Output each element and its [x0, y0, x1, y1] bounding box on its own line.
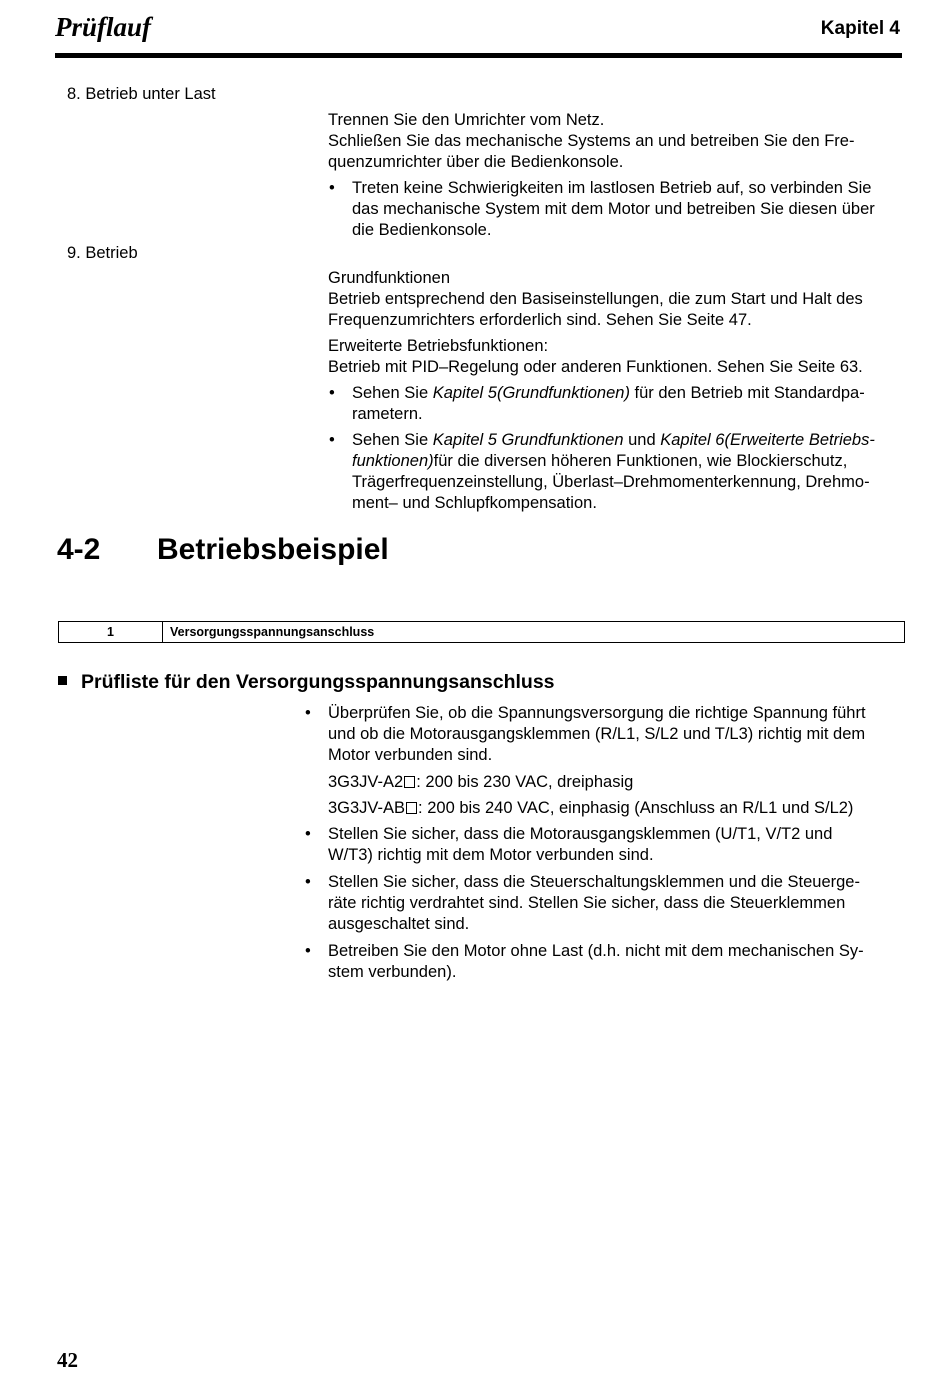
text-run: Sehen Sie: [352, 384, 433, 402]
text-line: ausgeschaltet sind.: [328, 915, 470, 933]
model-code: 3G3JV-AB: [328, 799, 406, 817]
checklist-item-3: [304, 872, 904, 935]
text-line: die Bedienkonsole.: [352, 221, 492, 239]
step-9-label: 9. Betrieb: [67, 244, 138, 262]
step-8-paragraph-2: [328, 131, 903, 173]
step-9-paragraph-3: Erweiterte Betriebsfunktionen:: [328, 337, 549, 355]
text-line: räte richtig verdrahtet sind. Stellen Sie sicher, dass die Steuerklemmen: [328, 894, 846, 912]
text-line: und ob die Motorausgangsklemmen (R/L1, S/L2 und T/L3) richtig mit dem: [328, 725, 866, 743]
spec-text: : 200 bis 240 VAC, einphasig (Anschluss an R/L1 und S/L2): [418, 799, 854, 817]
flow-step-number: 1: [59, 622, 163, 642]
flow-step-box: [58, 621, 905, 643]
text-line: Trägerfrequenzeinstellung, Überlast–Drehmomenterkennung, Drehmo-: [352, 473, 870, 491]
checklist-heading: [58, 671, 555, 694]
chapter-reference: Kapitel 5(Grundfunktionen): [432, 384, 630, 402]
step-8-content: [328, 110, 903, 241]
text-run: für die diversen höheren Funktionen, wie Blockierschutz,: [433, 452, 848, 470]
text-line: quenzumrichter über die Bedienkonsole.: [328, 153, 624, 171]
model-code: 3G3JV-A2: [328, 773, 404, 791]
checklist: [304, 703, 904, 989]
text-line: Stellen Sie sicher, dass die Motorausgangsklemmen (U/T1, V/T2 und: [328, 825, 833, 843]
step-9-paragraph-2: [328, 289, 903, 331]
spec-line-1: [304, 772, 904, 793]
square-bullet-icon: [58, 676, 67, 685]
text-line: ment– und Schlupfkompensation.: [352, 494, 597, 512]
page-number: 42: [57, 1348, 78, 1372]
placeholder-box-icon: [404, 776, 415, 788]
text-run: für den Betrieb mit Standardpa-: [629, 384, 865, 402]
checklist-item-1: [304, 703, 904, 766]
text-line: Motor verbunden sind.: [328, 746, 493, 764]
chapter-reference: Kapitel 5 Grundfunktionen: [432, 431, 624, 449]
step-9-paragraph-4: Betrieb mit PID–Regelung oder anderen Funktionen. Sehen Sie Seite 63.: [328, 358, 863, 376]
step-8-paragraph-1: Trennen Sie den Umrichter vom Netz.: [328, 111, 605, 129]
text-line: Treten keine Schwierigkeiten im lastlosen Betrieb auf, so verbinden Sie: [352, 179, 872, 197]
step-8-label: 8. Betrieb unter Last: [67, 85, 216, 103]
step-9-bullet-2: [328, 430, 903, 514]
text-line: Überprüfen Sie, ob die Spannungsversorgung die richtige Spannung führt: [328, 704, 866, 722]
text-run: und: [623, 431, 661, 449]
step-9-content: [328, 268, 903, 514]
checklist-item-2: [304, 824, 904, 866]
text-line: Stellen Sie sicher, dass die Steuerschaltungsklemmen und die Steuerge-: [328, 873, 860, 891]
text-line: das mechanische System mit dem Motor und betreiben Sie diesen über: [352, 200, 875, 218]
chapter-reference: Kapitel 6(Erweiterte Betriebs-: [660, 431, 875, 449]
header-rule: [55, 53, 902, 58]
checklist-item-4: [304, 941, 904, 983]
section-title: Betriebsbeispiel: [157, 533, 389, 566]
flow-step-label: Versorgungsspannungsanschluss: [170, 625, 375, 639]
text-line: rametern.: [352, 405, 423, 423]
chapter-label: Kapitel 4: [820, 18, 900, 39]
step-9-bullet-1: [328, 383, 903, 425]
text-run: Sehen Sie: [352, 431, 433, 449]
running-header-title: Prüflauf: [55, 12, 152, 42]
text-line: W/T3) richtig mit dem Motor verbunden sind.: [328, 846, 654, 864]
step-9-paragraph-1: Grundfunktionen: [328, 269, 451, 287]
text-line: Betreiben Sie den Motor ohne Last (d.h. nicht mit dem mechanischen Sy-: [328, 942, 864, 960]
text-line: Frequenzumrichters erforderlich sind. Sehen Sie Seite 47.: [328, 311, 752, 329]
text-line: Schließen Sie das mechanische Systems an und betreiben Sie den Fre-: [328, 132, 855, 150]
spec-text: : 200 bis 230 VAC, dreiphasig: [416, 773, 634, 791]
chapter-reference: funktionen): [352, 452, 434, 470]
text-line: Betrieb entsprechend den Basiseinstellungen, die zum Start und Halt des: [328, 290, 863, 308]
text-line: stem verbunden).: [328, 963, 457, 981]
step-8-bullet: [328, 178, 903, 241]
section-number: 4-2: [57, 533, 101, 566]
checklist-heading-text: Prüfliste für den Versorgungsspannungsanschluss: [81, 671, 555, 693]
placeholder-box-icon: [406, 802, 417, 814]
spec-line-2: [304, 798, 904, 819]
